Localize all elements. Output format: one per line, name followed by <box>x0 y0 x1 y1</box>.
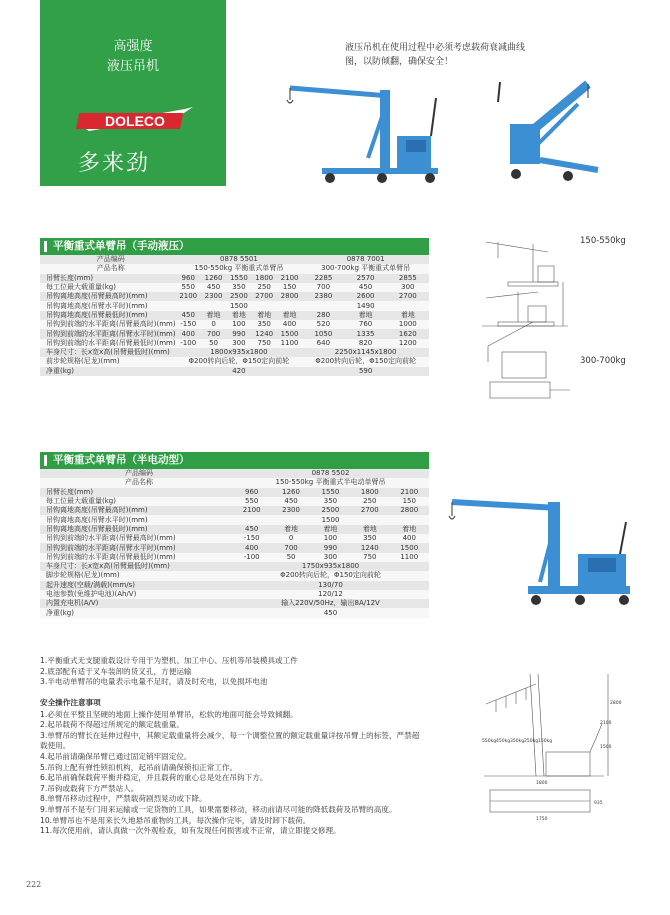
section2-title: 平衡重式单臂吊（半电动型） <box>40 452 429 469</box>
spec-value: 520 <box>302 320 344 329</box>
spec-value: 640 <box>302 339 344 348</box>
spec-value: 2380 <box>302 292 344 301</box>
spec-value: -100 <box>176 339 201 348</box>
spec-value: 2800 <box>390 506 430 515</box>
spec-row <box>40 339 429 348</box>
spec-value: -150 <box>176 320 201 329</box>
spec-value: 1200 <box>387 339 429 348</box>
spec-value: 1500 <box>232 515 429 524</box>
technical-drawings-section1 <box>478 222 578 412</box>
spec-row <box>40 562 429 571</box>
header-title-line2: 液压吊机 <box>106 59 159 74</box>
spec-row <box>40 543 429 552</box>
spec-value: 2100 <box>232 506 271 515</box>
spec-label: 吊钩离地高度(吊臂最高时)(mm) <box>40 506 232 515</box>
spec-label: 吊钩离地高度(吊臂最高时)(mm) <box>40 292 176 301</box>
spec-row <box>40 571 429 580</box>
spec-value: 990 <box>226 329 251 338</box>
spec-value: 450 <box>201 283 226 292</box>
manual-crane-photo <box>282 68 444 186</box>
spec-value: 着地 <box>277 311 302 320</box>
spec-value: 750 <box>350 553 389 562</box>
spec-label: 吊钩离地高度(吊臂水平时)(mm) <box>40 301 176 310</box>
logo-text: DOLECO <box>105 113 165 129</box>
dim-label: 935 <box>594 801 603 806</box>
safety-notice: 液压吊机在使用过程中必须考虑载荷衰减曲线图，以防倾翻，确保安全！ <box>345 43 526 67</box>
safety-item: 8.单臂吊移动过程中，严禁载荷剧烈晃动或下降。 <box>40 794 207 804</box>
electric-crane-photo <box>440 488 640 610</box>
spec-label: 吊钩到前端的水平距离(吊臂最低时)(mm) <box>40 339 176 348</box>
safety-item: 2.起吊载荷不得超过所规定的额定载重量。 <box>40 720 184 730</box>
spec-value: 着地 <box>387 311 429 320</box>
spec-row <box>40 301 429 310</box>
spec-value: 2250x1145x1800 <box>302 348 429 357</box>
spec-label: 起升速度(空载/满载)(mm/s) <box>40 581 232 590</box>
spec-value: 1050 <box>302 329 344 338</box>
spec-value: 50 <box>201 339 226 348</box>
spec-label: 每工位最大载重量(kg) <box>40 497 232 506</box>
note-item: 3.半电动单臂吊的电量表示电量不足时，请及时充电，以免损坏电池 <box>40 677 268 687</box>
spec-value: 2700 <box>252 292 277 301</box>
doleco-logo <box>75 105 193 135</box>
spec-value: 1800 <box>252 274 277 283</box>
spec-row <box>40 357 429 366</box>
spec-value: 2100 <box>390 488 430 497</box>
spec-value: 1000 <box>387 320 429 329</box>
spec-value: 0878 7001 <box>302 255 429 264</box>
page-number: 222 <box>26 880 42 889</box>
spec-value: 2500 <box>226 292 251 301</box>
spec-label: 产品名称 <box>40 264 176 273</box>
spec-row <box>40 469 429 478</box>
spec-value: 820 <box>344 339 386 348</box>
load-mark: 350kg <box>510 739 525 744</box>
spec-value: 0878 5501 <box>176 255 303 264</box>
safety-item: 5.吊钩上配有弹性锁扣机构，起吊前请确保锁扣正常工作。 <box>40 762 238 772</box>
spec-value: 100 <box>226 320 251 329</box>
spec-value: 300-700kg 平衡重式单臂吊 <box>302 264 429 273</box>
spec-value: 2700 <box>350 506 389 515</box>
spec-value: 420 <box>176 367 303 376</box>
size-label-150-550: 150-550kg <box>580 236 626 246</box>
spec-value: 150 <box>277 283 302 292</box>
spec-value: 输入220V/50Hz，输出8A/12V <box>232 599 429 608</box>
spec-value: 760 <box>344 320 386 329</box>
spec-value: 700 <box>271 543 310 552</box>
spec-row <box>40 283 429 292</box>
spec-value: 1500 <box>390 543 430 552</box>
spec-value: 1240 <box>252 329 277 338</box>
load-mark: 250kg <box>524 739 539 744</box>
product-notes <box>40 656 420 688</box>
header-title-line1: 高强度 <box>113 39 153 54</box>
spec-value: 400 <box>277 320 302 329</box>
spec-row <box>40 329 429 338</box>
heavy-crane-photo <box>488 74 608 186</box>
spec-row <box>40 292 429 301</box>
spec-value: 400 <box>176 329 201 338</box>
safety-item: 6.起吊前确保载荷平衡并稳定，并且载荷的重心总是处在吊钩下方。 <box>40 773 268 783</box>
safety-instructions <box>40 698 420 837</box>
spec-value: 1260 <box>271 488 310 497</box>
spec-value: 50 <box>271 553 310 562</box>
spec-value: 着地 <box>311 525 350 534</box>
spec-label: 每工位最大载重量(kg) <box>40 283 176 292</box>
safety-item: 3.单臂吊的臂长在延伸过程中，其额定载重量将会减少，每一个调整位置的额定载重量详按吊臂上的标签，严禁超载使用。 <box>40 730 420 751</box>
spec-row <box>40 581 429 590</box>
spec-value: 1620 <box>387 329 429 338</box>
spec-label: 吊钩到前端的水平距离(吊臂水平时)(mm) <box>40 329 176 338</box>
spec-value: 130/70 <box>232 581 429 590</box>
spec-value: 150 <box>390 497 430 506</box>
spec-value: 750 <box>252 339 277 348</box>
electric-crane-spec-table <box>40 469 429 618</box>
spec-value: 400 <box>390 534 430 543</box>
spec-value: 2855 <box>387 274 429 283</box>
spec-value: 2100 <box>277 274 302 283</box>
spec-value: -100 <box>232 553 271 562</box>
spec-value: 960 <box>176 274 201 283</box>
spec-row <box>40 497 429 506</box>
manual-crane-spec-table <box>40 255 429 376</box>
spec-label: 电池参数(免维护电池)(Ah/V) <box>40 590 232 599</box>
spec-label: 吊钩到前端的水平距离(吊臂水平时)(mm) <box>40 543 232 552</box>
spec-row <box>40 515 429 524</box>
spec-value: 550 <box>176 283 201 292</box>
spec-value: 1240 <box>350 543 389 552</box>
spec-label: 前步轮规格(尼龙)(mm) <box>40 357 176 366</box>
spec-value: 1550 <box>311 488 350 497</box>
spec-label: 吊钩离地高度(吊臂最低时)(mm) <box>40 311 176 320</box>
spec-value: 着地 <box>350 525 389 534</box>
spec-row <box>40 348 429 357</box>
dim-label: 1800 <box>536 781 548 786</box>
safety-item: 7.吊钩或载荷下方严禁站人。 <box>40 783 139 793</box>
spec-value: 350 <box>252 320 277 329</box>
safety-item: 1.必须在平整且坚硬的地面上操作使用单臂吊，松软的地面可能会导致倾翻。 <box>40 709 298 719</box>
spec-row <box>40 534 429 543</box>
spec-value: 1500 <box>277 329 302 338</box>
spec-value: 着地 <box>252 311 277 320</box>
spec-row <box>40 274 429 283</box>
brand-chinese-name: 多来劲 <box>78 151 151 176</box>
spec-value: 着地 <box>226 311 251 320</box>
spec-value: 1100 <box>277 339 302 348</box>
spec-label: 内置充电机(A/V) <box>40 599 232 608</box>
spec-row <box>40 599 429 608</box>
spec-value: 着地 <box>271 525 310 534</box>
spec-value: Φ200转向后轮，Φ150定向前轮 <box>232 571 429 580</box>
load-mark: 150kg <box>538 739 553 744</box>
spec-label: 吊钩离地高度(吊臂最低时)(mm) <box>40 525 232 534</box>
spec-value: 450 <box>176 311 201 320</box>
safety-item: 10.单臂吊也不是用来长久地悬吊重物的工具，每次操作完毕，请及时卸下载荷。 <box>40 815 311 825</box>
spec-value: 350 <box>226 283 251 292</box>
spec-value: 700 <box>302 283 344 292</box>
spec-value: 着地 <box>344 311 386 320</box>
spec-row <box>40 488 429 497</box>
spec-row <box>40 255 429 264</box>
safety-item: 4.起吊前请确保吊臂已通过固定销牢固定位。 <box>40 751 192 761</box>
spec-value: 450 <box>344 283 386 292</box>
safety-item: 9.单臂吊不是专门用来运输或一定货物的工具，如果需要移动，移动前请尽可能的降低载荷及吊臂的高度。 <box>40 804 397 814</box>
spec-value: 2300 <box>201 292 226 301</box>
size-label-300-700: 300-700kg <box>580 356 626 366</box>
spec-value: 2300 <box>271 506 310 515</box>
spec-value: 2500 <box>311 506 350 515</box>
safety-item: 11.每次使用前，请认真做一次外观检查，如有发现任何损害或不正常，请立即提交修理。 <box>40 826 341 836</box>
spec-value: 2700 <box>387 292 429 301</box>
section1-title: 平衡重式单臂吊（手动液压） <box>40 238 429 255</box>
spec-label: 吊钩离地高度(吊臂水平时)(mm) <box>40 515 232 524</box>
spec-value: 2100 <box>176 292 201 301</box>
dim-label: 1500 <box>600 745 612 750</box>
dim-label: 2800 <box>610 701 622 706</box>
spec-value: 400 <box>232 543 271 552</box>
spec-label: 吊钩到前端的水平距离(吊臂最低时)(mm) <box>40 553 232 562</box>
spec-label: 吊钩到前端的水平距离(吊臂最高时)(mm) <box>40 320 176 329</box>
spec-label: 车身尺寸：长x宽x高(吊臂最低时)(mm) <box>40 562 232 571</box>
spec-value: 0 <box>201 320 226 329</box>
spec-label: 产品编码 <box>40 469 232 478</box>
spec-row <box>40 608 429 617</box>
spec-value: 0878 5502 <box>232 469 429 478</box>
spec-value: 960 <box>232 488 271 497</box>
spec-value: 1100 <box>390 553 430 562</box>
spec-value: 2570 <box>344 274 386 283</box>
spec-value: 250 <box>252 283 277 292</box>
spec-value: 280 <box>302 311 344 320</box>
spec-value: 2600 <box>344 292 386 301</box>
note-item: 1.平衡重式无支腿重载设计专用于为塑机、加工中心、压机等吊装模具或工件 <box>40 656 298 665</box>
spec-value: 1490 <box>302 301 429 310</box>
spec-value: 250 <box>350 497 389 506</box>
load-mark: 450kg <box>496 739 511 744</box>
spec-label: 车身尺寸：长x宽x高(吊臂最低时)(mm) <box>40 348 176 357</box>
spec-label: 吊臂长度(mm) <box>40 488 232 497</box>
spec-value: 1260 <box>201 274 226 283</box>
spec-value: 150-550kg 平衡重式单臂吊 <box>176 264 303 273</box>
spec-value: 590 <box>302 367 429 376</box>
spec-value: 着地 <box>390 525 430 534</box>
spec-value: 300 <box>226 339 251 348</box>
spec-label: 吊钩到前端的水平距离(吊臂最高时)(mm) <box>40 534 232 543</box>
spec-value: 350 <box>350 534 389 543</box>
spec-label: 产品名称 <box>40 478 232 487</box>
spec-value: Φ200转向后轮，Φ150定向前轮 <box>176 357 303 366</box>
spec-value: 550 <box>232 497 271 506</box>
spec-value: 1335 <box>344 329 386 338</box>
spec-row <box>40 320 429 329</box>
spec-value: 100 <box>311 534 350 543</box>
spec-value: 990 <box>311 543 350 552</box>
safety-title: 安全操作注意事项 <box>40 698 101 707</box>
spec-value: 150-550kg 平衡重式半电动单臂吊 <box>232 478 429 487</box>
spec-value: 450 <box>232 608 429 617</box>
spec-value: 1800x935x1800 <box>176 348 303 357</box>
spec-value: 300 <box>311 553 350 562</box>
spec-value: Φ200转向后轮，Φ150定向前轮 <box>302 357 429 366</box>
note-item: 2.底部配有适于叉车装卸的货叉孔，方便运输 <box>40 666 192 676</box>
load-capacity-drawing <box>476 664 622 824</box>
spec-label: 产品编码 <box>40 255 176 264</box>
spec-row <box>40 553 429 562</box>
spec-label: 脚步轮规格(尼龙)(mm) <box>40 571 232 580</box>
spec-row <box>40 311 429 320</box>
spec-value: 120/12 <box>232 590 429 599</box>
spec-value: 2285 <box>302 274 344 283</box>
spec-value: 着地 <box>201 311 226 320</box>
spec-value: 2800 <box>277 292 302 301</box>
spec-label: 净重(kg) <box>40 608 232 617</box>
spec-value: 1500 <box>176 301 303 310</box>
spec-value: 0 <box>271 534 310 543</box>
dim-label: 1750 <box>536 817 548 822</box>
spec-label: 净重(kg) <box>40 367 176 376</box>
spec-value: 450 <box>271 497 310 506</box>
spec-value: 1750x935x1800 <box>232 562 429 571</box>
spec-label: 吊臂长度(mm) <box>40 274 176 283</box>
spec-value: 1800 <box>350 488 389 497</box>
spec-row <box>40 367 429 376</box>
spec-row <box>40 590 429 599</box>
spec-value: 1550 <box>226 274 251 283</box>
spec-value: -150 <box>232 534 271 543</box>
load-mark: 550kg <box>482 739 497 744</box>
spec-row <box>40 525 429 534</box>
spec-value: 300 <box>387 283 429 292</box>
spec-row <box>40 506 429 515</box>
spec-value: 700 <box>201 329 226 338</box>
spec-value: 350 <box>311 497 350 506</box>
dim-label: 2100 <box>600 721 612 726</box>
spec-row <box>40 264 429 273</box>
spec-row <box>40 478 429 487</box>
spec-value: 450 <box>232 525 271 534</box>
